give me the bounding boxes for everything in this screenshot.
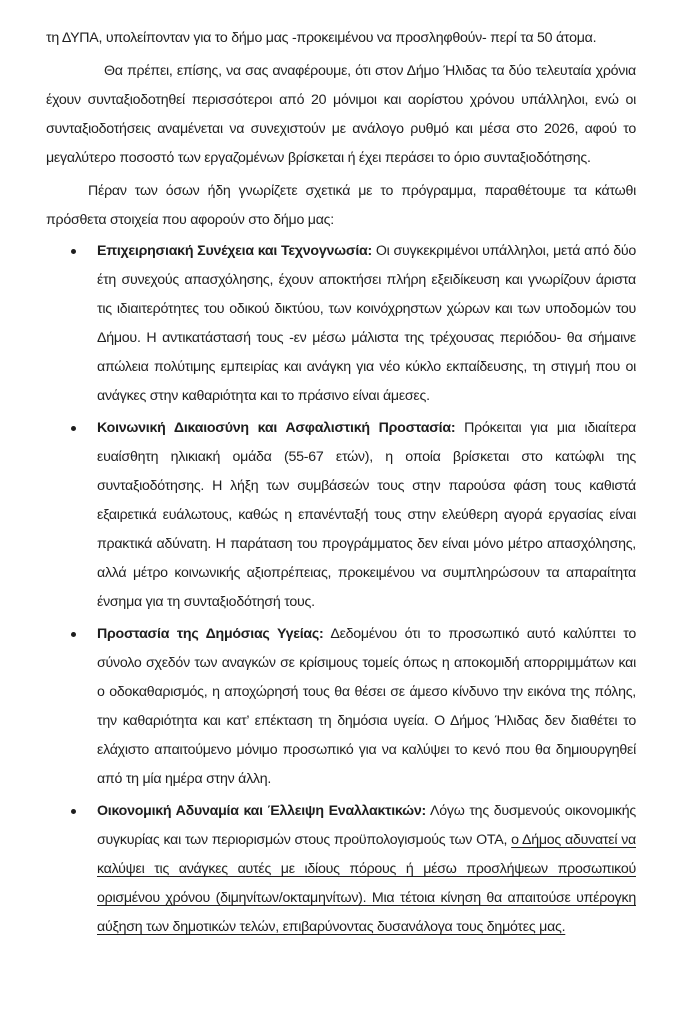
paragraph-retirements: Θα πρέπει, επίσης, να σας αναφέρουμε, ότι στον Δήμο Ήλιδας τα δύο τελευταία χρόνια έχουν συνταξιοδοτηθεί περισσότεροι από 20 μόνιμοι και αορίστου χρόνου υπάλληλοι, ενώ οι συνταξιοδοτήσεις αναμένεται να συνεχιστούν με ανάλογο ρυθμό και μέσα στο 2026, αφού το μεγαλύτερο ποσοστό των εργαζομένων βρίσκεται ή έχει περάσει το όριο συνταξιοδότησης. xyxy=(46,63,636,166)
bullet-icon xyxy=(71,809,76,814)
document-page xyxy=(46,24,636,945)
bullet-icon xyxy=(71,249,76,254)
list-item-public-health xyxy=(46,620,636,794)
bullet-list xyxy=(46,237,636,942)
list-item-heading: Κοινωνική Δικαιοσύνη και Ασφαλιστική Προστασία: xyxy=(97,420,456,436)
list-item-heading: Επιχειρησιακή Συνέχεια και Τεχνογνωσία: xyxy=(97,243,372,259)
bullet-icon xyxy=(71,426,76,431)
paragraph-intro-list: Πέραν των όσων ήδη γνωρίζετε σχετικά με το πρόγραμμα, παραθέτουμε τα κάτωθι πρόσθετα στοιχεία που αφορούν στο δήμο μας: xyxy=(46,183,636,228)
list-item-heading: Οικονομική Αδυναμία και Έλλειψη Εναλλακτικών: xyxy=(97,803,426,819)
list-item-body: Οι συγκεκριμένοι υπάλληλοι, μετά από δύο έτη συνεχούς απασχόλησης, έχουν αποκτήσει πλήρη εξειδίκευση και γνωρίζουν άριστα τις ιδιαιτερότητες του οδικού δικτύου, των κοινόχρηστων χώρων και των υποδομών του Δήμου. Η αντικατάστασή τους -εν μέσω μάλιστα της τρέχουσας περιόδου- θα σήμαινε απώλεια πολύτιμης εμπειρίας και ανάγκη για νέο κύκλο εκπαίδευσης, τη στιγμή που οι ανάγκες στην καθαριότητα και το πράσινο είναι άμεσες. xyxy=(97,243,637,404)
list-item-body: Δεδομένου ότι το προσωπικό αυτό καλύπτει το σύνολο σχεδόν των αναγκών σε κρίσιμους τομείς όπως η αποκομιδή απορριμμάτων και ο οδοκαθαρισμός, η αποχώρησή τους θα θέσει σε άμεσο κίνδυνο την εικόνα της πόλης, την καθαριότητα και κατ’ επέκταση τη δημόσια υγεία. Ο Δήμος Ήλιδας δεν διαθέτει το ελάχιστο απαιτούμενο μόνιμο προσωπικό για να καλύψει το κενό που θα δημιουργηθεί από τη μία ημέρα στην άλλη. xyxy=(97,626,636,787)
underlined-emphasis: ο Δήμος αδυνατεί να καλύψει τις ανάγκες αυτές με ιδίους πόρους ή μέσω προσλήψεων προσωπικού ορισμένου χρόνου (διμηνίτων/οκταμηνίτων). Μια τέτοια κίνηση θα απαιτούσε υπέρογκη αύξηση των δημοτικών τελών, επιβαρύνοντας δυσανάλογα τους δημότες μας. xyxy=(97,832,637,935)
list-item-operational-continuity xyxy=(46,237,636,411)
list-item-social-justice xyxy=(46,414,636,617)
list-item-body: Πρόκειται για μια ιδιαίτερα ευαίσθητη ηλικιακή ομάδα (55-67 ετών), η οποία βρίσκεται στο κατώφλι της συνταξιοδότησης. Η λήξη των συμβάσεών τους στην παρούσα φάση τους καθιστά εξαιρετικά ευάλωτους, καθώς η επανένταξή τους στην ελεύθερη αγορά εργασίας είναι πρακτικά αδύνατη. Η παράταση του προγράμματος δεν είναι μόνο μέτρο απασχόλησης, αλλά μέτρο κοινωνικής αξιοπρέπειας, προκειμένου να συμπληρώσουν τα απαραίτητα ένσημα για τη συνταξιοδότησή τους. xyxy=(97,420,636,610)
list-item-heading: Προστασία της Δημόσιας Υγείας: xyxy=(97,626,324,642)
bullet-icon xyxy=(71,632,76,637)
list-item-body: Λόγω της δυσμενούς οικονομικής συγκυρίας και των περιορισμών στους προϋπολογισμούς των ΟΤΑ, xyxy=(97,803,636,848)
paragraph-continuation: τη ΔΥΠΑ, υπολείπονταν για το δήμο μας -προκειμένου να προσληφθούν- περί τα 50 άτομα. xyxy=(46,30,597,46)
list-item-financial-weakness xyxy=(46,797,636,942)
